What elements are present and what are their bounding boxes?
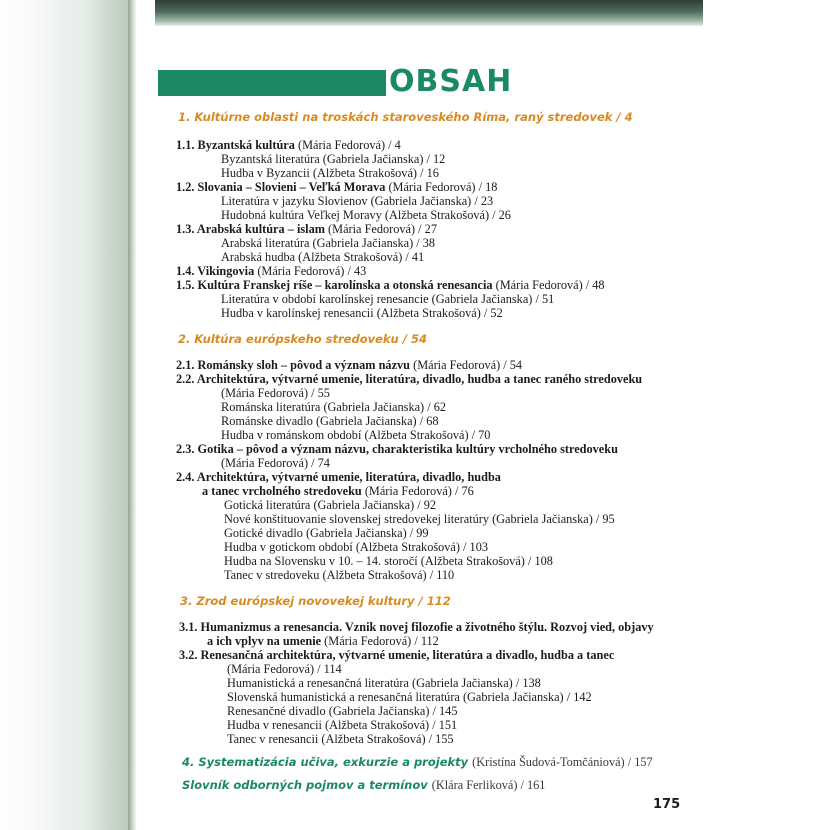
toc-subentry: Literatúra v období karolínskej renesancie (Gabriela Jačianska) / 51: [221, 292, 555, 306]
toc-subentry: Gotické divadlo (Gabriela Jačianska) / 99: [224, 526, 429, 540]
toc-subentry: Hudba na Slovensku v 10. – 14. storočí (Alžbeta Strakošová) / 108: [224, 554, 553, 568]
toc-subentry: Arabská hudba (Alžbeta Strakošová) / 41: [221, 250, 425, 264]
book-spine-shadow: [0, 0, 128, 830]
section-heading-3: 3. Zrod európskej novovekej kultury / 112: [180, 594, 451, 608]
page-fold-edge: [128, 0, 136, 830]
toc-entry: 1.4. Vikingovia (Mária Fedorová) / 43: [176, 264, 367, 278]
top-decorative-band: [155, 0, 703, 26]
toc-subentry: Humanistická a renesančná literatúra (Gabriela Jačianska) / 138: [227, 676, 541, 690]
toc-entry-continued: a tanec vrcholného stredoveku (Mária Fedorová) / 76: [202, 484, 474, 498]
toc-subentry: Slovenská humanistická a renesančná literatúra (Gabriela Jačianska) / 142: [227, 690, 592, 704]
toc-entry: 2.3. Gotika – pôvod a význam názvu, charakteristika kultúry vrcholného stredoveku: [176, 442, 618, 456]
section-heading-glossary: Slovník odborných pojmov a termínov (Klára Ferliková) / 161: [182, 778, 546, 792]
toc-subentry: Hudobná kultúra Veľkej Moravy (Alžbeta Strakošová) / 26: [221, 208, 511, 222]
toc-entry: 3.2. Renesančná architektúra, výtvarné umenie, literatúra a divadlo, hudba a tanec: [179, 648, 615, 662]
toc-subentry: Hudba v gotickom období (Alžbeta Strakošová) / 103: [224, 540, 488, 554]
toc-subentry: Tanec v renesancii (Alžbeta Strakošová) / 155: [227, 732, 454, 746]
toc-entry: 2.2. Architektúra, výtvarné umenie, literatúra, divadlo, hudba a tanec raného stredoveku: [176, 372, 643, 386]
toc-subentry: Hudba v Byzancii (Alžbeta Strakošová) / 16: [221, 166, 439, 180]
title-accent-bar: [158, 70, 386, 96]
toc-subentry: Nové konštituovanie slovenskej stredovekej literatúry (Gabriela Jačianska) / 95: [224, 512, 615, 526]
toc-subentry: Renesančné divadlo (Gabriela Jačianska) / 145: [227, 704, 458, 718]
toc-subentry: Hudba v románskom období (Alžbeta Strakošová) / 70: [221, 428, 491, 442]
toc-subentry: Literatúra v jazyku Slovienov (Gabriela Jačianska) / 23: [221, 194, 494, 208]
toc-entry: 1.5. Kultúra Franskej ríše – karolínska a otonská renesancia (Mária Fedorová) / 48: [176, 278, 605, 292]
toc-subentry: Gotická literatúra (Gabriela Jačianska) / 92: [224, 498, 437, 512]
toc-entry: 2.4. Architektúra, výtvarné umenie, literatúra, divadlo, hudba: [176, 470, 501, 484]
toc-subentry: Byzantská literatúra (Gabriela Jačianska) / 12: [221, 152, 446, 166]
toc-subentry: Hudba v karolínskej renesancii (Alžbeta Strakošová) / 52: [221, 306, 503, 320]
section-heading-1: 1. Kultúrne oblasti na troskách staroveského Ríma, raný stredovek / 4: [178, 110, 633, 124]
toc-entry: 1.2. Slovania – Slovieni – Veľká Morava (Mária Fedorová) / 18: [176, 180, 498, 194]
toc-subentry: Hudba v renesancii (Alžbeta Strakošová) / 151: [227, 718, 458, 732]
toc-subentry: (Mária Fedorová) / 55: [221, 386, 330, 400]
toc-entry-continued: a ich vplyv na umenie (Mária Fedorová) / 112: [207, 634, 439, 648]
toc-entry: 2.1. Románsky sloh – pôvod a význam názvu (Mária Fedorová) / 54: [176, 358, 523, 372]
section-heading-2: 2. Kultúra európskeho stredoveku / 54: [178, 332, 427, 346]
toc-entry: 1.1. Byzantská kultúra (Mária Fedorová) / 4: [176, 138, 401, 152]
toc-subentry: Tanec v stredoveku (Alžbeta Strakošová) / 110: [224, 568, 455, 582]
toc-subentry: Románske divadlo (Gabriela Jačianska) / 68: [221, 414, 439, 428]
toc-subentry: Arabská literatúra (Gabriela Jačianska) / 38: [221, 236, 436, 250]
toc-subentry: (Mária Fedorová) / 114: [227, 662, 342, 676]
toc-subentry: Románska literatúra (Gabriela Jačianska) / 62: [221, 400, 447, 414]
page-number: 175: [653, 797, 681, 812]
section-heading-4: 4. Systematizácia učiva, exkurzie a projekty (Kristína Šudová-Tomčániová) / 157: [182, 755, 653, 769]
toc-entry: 3.1. Humanizmus a renesancia. Vznik novej filozofie a životného štýlu. Rozvoj vied, objavy: [179, 620, 654, 634]
page-title: OBSAH: [389, 64, 513, 99]
toc-entry: 1.3. Arabská kultúra – islam (Mária Fedorová) / 27: [176, 222, 437, 236]
toc-subentry: (Mária Fedorová) / 74: [221, 456, 330, 470]
